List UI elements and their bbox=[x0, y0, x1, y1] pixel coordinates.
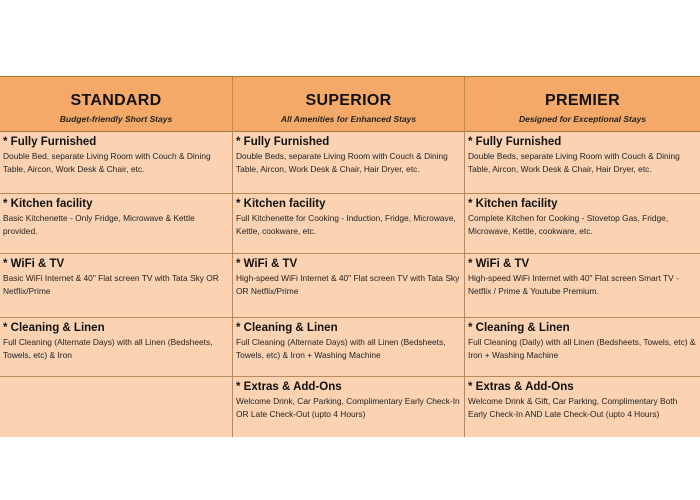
feature-name: * Fully Furnished bbox=[236, 136, 330, 148]
feature-name: * Kitchen facility bbox=[236, 198, 326, 210]
feature-desc: Welcome Drink & Gift, Car Parking, Complimentary Both Early Check-In AND Late Check-Out (upto 4 Hours) bbox=[468, 396, 678, 419]
header-premier bbox=[465, 77, 700, 132]
feature-name: * WiFi & TV bbox=[236, 258, 298, 270]
feature-name: * WiFi & TV bbox=[468, 258, 530, 270]
feature-desc: Basic WiFi Internet & 40" Flat screen TV with Tata Sky OR Netflix/Prime bbox=[3, 273, 219, 296]
feature-name: * Cleaning & Linen bbox=[236, 322, 338, 334]
header-standard bbox=[0, 77, 233, 132]
feature-desc: High-speed WiFi Internet & 40" Flat screen TV with Tata Sky OR Netflix/Prime bbox=[236, 273, 460, 296]
feature-cell bbox=[233, 132, 465, 194]
header-superior bbox=[233, 77, 465, 132]
feature-desc: Full Cleaning (Alternate Days) with all Linen (Bedsheets, Towels, etc) & Iron + Washing Machine bbox=[236, 337, 446, 360]
feature-cell bbox=[465, 194, 700, 254]
feature-name: * Extras & Add-Ons bbox=[236, 381, 342, 393]
feature-name: * Kitchen facility bbox=[468, 198, 558, 210]
feature-cell bbox=[0, 254, 233, 318]
plan-title: PREMIER bbox=[545, 92, 620, 109]
feature-cell bbox=[233, 377, 465, 437]
feature-desc: Basic Kitchenette - Only Fridge, Microwave & Kettle provided. bbox=[3, 213, 195, 236]
feature-desc: Welcome Drink, Car Parking, Complimentary Early Check-In OR Late Check-Out (upto 4 Hours) bbox=[236, 396, 460, 419]
feature-cell bbox=[0, 318, 233, 377]
plan-subtitle: Budget-friendly Short Stays bbox=[59, 114, 173, 124]
feature-cell bbox=[233, 318, 465, 377]
feature-desc: Double Bed, separate Living Room with Couch & Dining Table, Aircon, Work Desk & Chair, etc. bbox=[3, 151, 211, 174]
feature-cell bbox=[233, 194, 465, 254]
feature-name: * Cleaning & Linen bbox=[468, 322, 570, 334]
feature-name: * Kitchen facility bbox=[3, 198, 93, 210]
plan-title: STANDARD bbox=[70, 92, 162, 109]
feature-cell bbox=[465, 318, 700, 377]
comparison-table bbox=[0, 76, 700, 422]
feature-cell bbox=[465, 254, 700, 318]
feature-cell bbox=[233, 254, 465, 318]
plan-subtitle: All Amenities for Enhanced Stays bbox=[280, 114, 417, 124]
feature-desc: High-speed WiFi Internet with 40" Flat screen Smart TV - Netflix / Prime & Youtube Premium. bbox=[468, 273, 679, 296]
feature-name: * Cleaning & Linen bbox=[3, 322, 105, 334]
plan-title: SUPERIOR bbox=[305, 92, 392, 109]
feature-name: * Extras & Add-Ons bbox=[468, 381, 574, 393]
feature-desc: Full Kitchenette for Cooking - Induction, Fridge, Microwave, Kettle, cookware, etc. bbox=[236, 213, 456, 236]
feature-cell bbox=[465, 377, 700, 437]
feature-desc: Full Cleaning (Daily) with all Linen (Bedsheets, Towels, etc) & Iron + Washing Machine bbox=[468, 337, 696, 360]
feature-desc: Full Cleaning (Alternate Days) with all Linen (Bedsheets, Towels, etc) & Iron bbox=[3, 337, 213, 360]
feature-cell bbox=[465, 132, 700, 194]
feature-cell-empty bbox=[0, 377, 233, 437]
feature-cell bbox=[0, 132, 233, 194]
plan-subtitle: Designed for Exceptional Stays bbox=[518, 114, 647, 124]
feature-name: * WiFi & TV bbox=[3, 258, 65, 270]
feature-desc: Double Beds, separate Living Room with Couch & Dining Table, Aircon, Work Desk & Chair, Hair Dryer, etc. bbox=[468, 151, 680, 174]
feature-cell bbox=[0, 194, 233, 254]
feature-desc: Complete Kitchen for Cooking - Stovetop Gas, Fridge, Microwave, Kettle, cookware, etc. bbox=[468, 213, 669, 236]
feature-name: * Fully Furnished bbox=[3, 136, 97, 148]
feature-desc: Double Beds, separate Living Room with Couch & Dining Table, Aircon, Work Desk & Chair, Hair Dryer, etc. bbox=[236, 151, 448, 174]
feature-name: * Fully Furnished bbox=[468, 136, 562, 148]
